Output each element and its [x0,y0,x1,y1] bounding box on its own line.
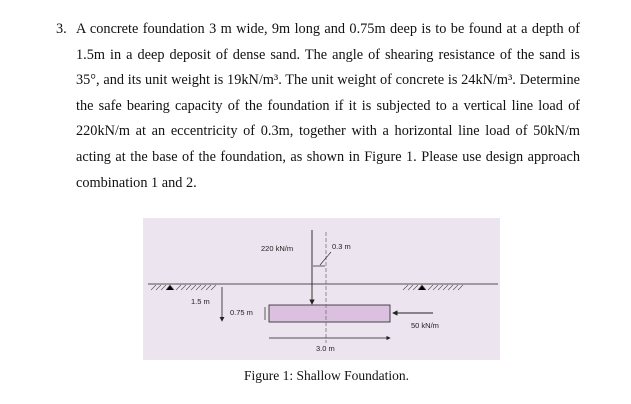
question-number: 3. [56,21,67,37]
soil-hatching-right [403,285,463,290]
thickness-label: 0.75 m [230,308,253,317]
soil-hatching-left [151,285,216,290]
question-text: A concrete foundation 3 m wide, 9m long and 0.75m deep is to be found at a depth of 1.5m in a deep deposit of dense sand. The angle of shearing resistance of the sand is 35°, and its unit weight is 19kN/m³. The unit weight of concrete is 24kN/m³. Determine the safe bearing capacity of the foundation if it is subjected to a vertical line load of 220kN/m at an eccentricity of 0.3m, together with a horizontal line load of 50kN/m acting at the base of the foundation, as shown in Figure 1. Please use design approach combination 1 and 2. [76,21,580,191]
foundation-diagram [143,218,500,360]
question [56,17,580,196]
horizontal-load-label: 50 kN/m [411,321,439,330]
width-label: 3.0 m [316,344,335,353]
footing [269,305,390,322]
vertical-load-label: 220 kN/m [261,244,294,253]
foundation-figure [143,218,500,360]
caption-text: Figure 1: Shallow Foundation. [244,368,409,383]
depth-label: 1.5 m [191,297,210,306]
eccentricity-label: 0.3 m [332,242,351,251]
figure-caption [0,368,631,384]
